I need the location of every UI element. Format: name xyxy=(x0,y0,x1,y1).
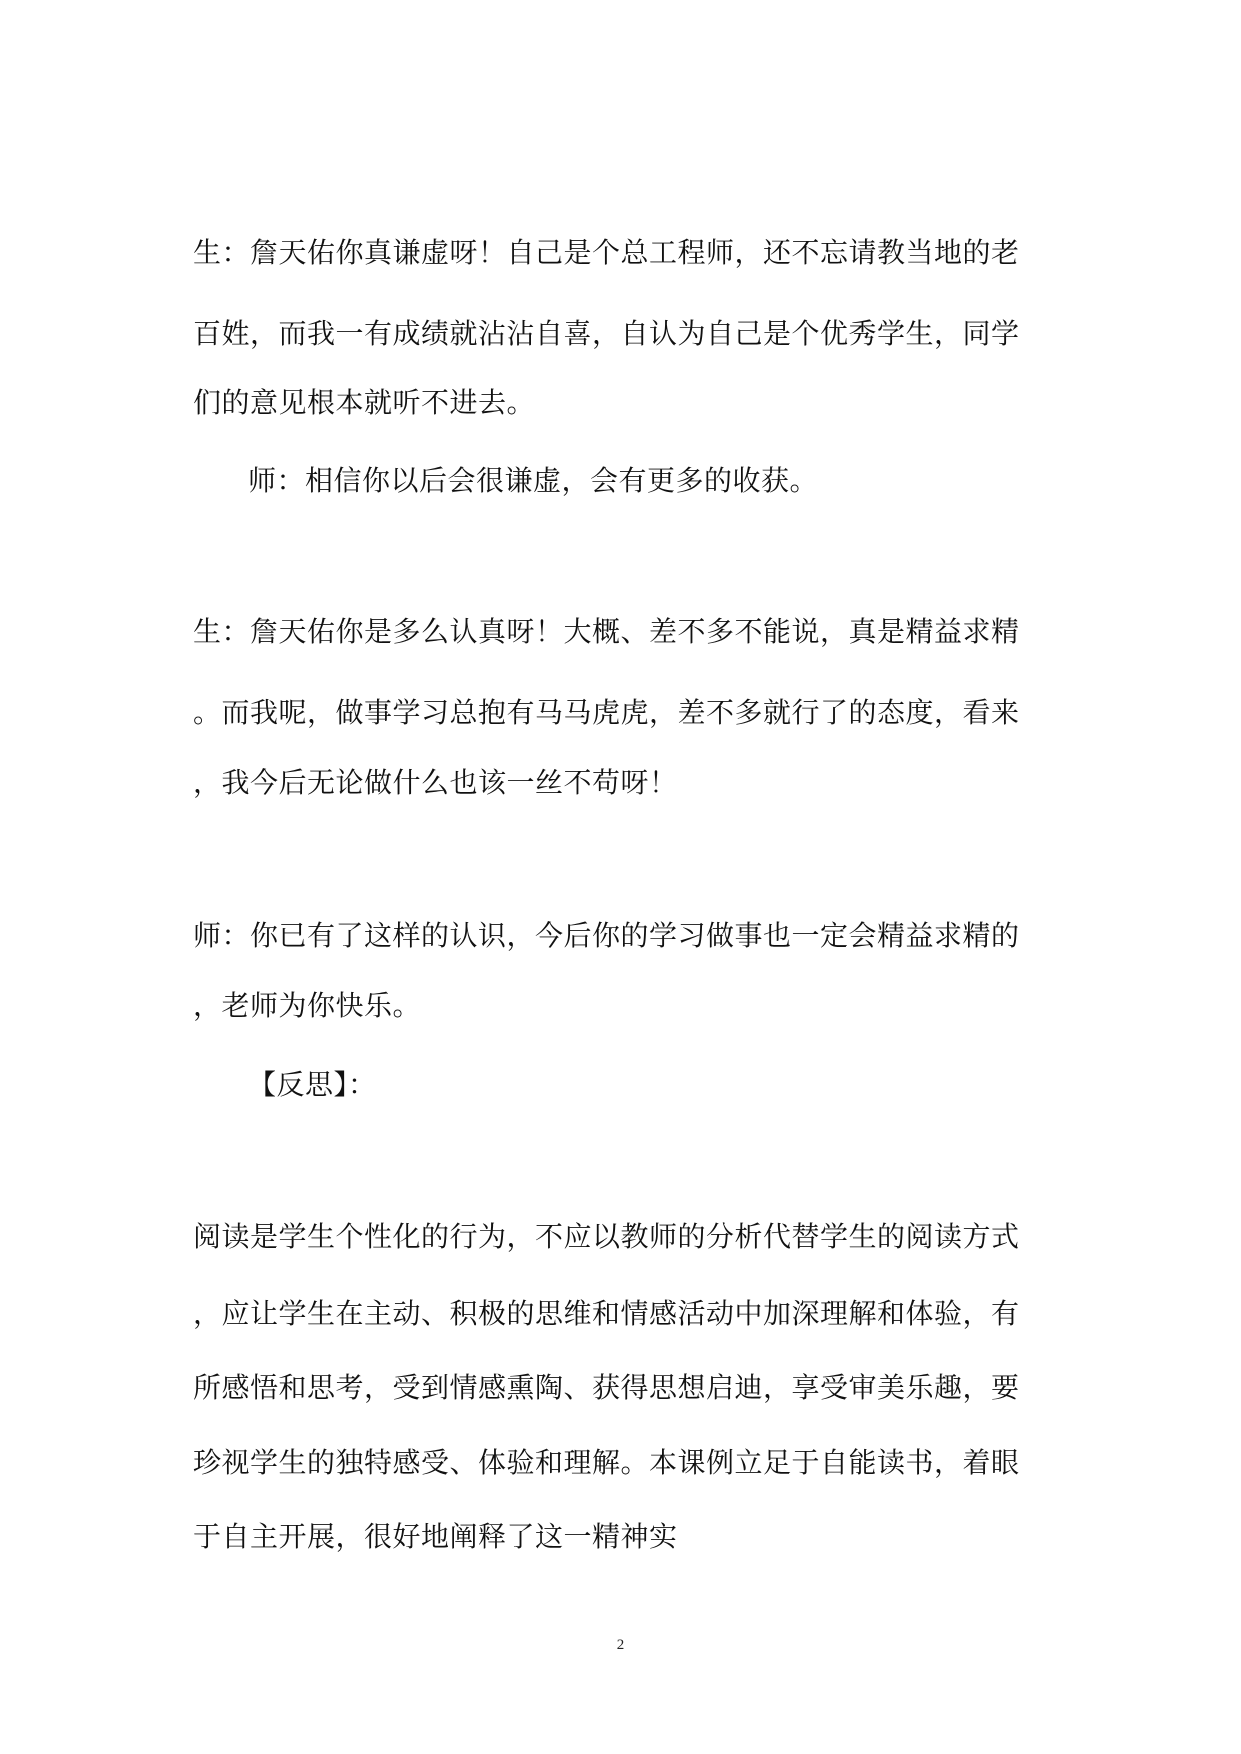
text-line: 于自主开展，很好地阐释了这一精神实 xyxy=(193,1520,678,1553)
text-line: ，老师为你快乐。 xyxy=(193,989,422,1022)
text-line: 师：你已有了这样的认识，今后你的学习做事也一定会精益求精的 xyxy=(193,919,1020,952)
text-line: 师：相信你以后会很谦虚，会有更多的收获。 xyxy=(248,464,819,497)
text-line: 。而我呢，做事学习总抱有马马虎虎，差不多就行了的态度，看来 xyxy=(193,696,1020,729)
text-line: 生：詹天佑你真谦虚呀！自己是个总工程师，还不忘请教当地的老 xyxy=(193,236,1020,269)
text-line: 阅读是学生个性化的行为，不应以教师的分析代替学生的阅读方式 xyxy=(193,1220,1020,1253)
section-heading: 【反思】： xyxy=(248,1068,377,1101)
text-line: 生：詹天佑你是多么认真呀！大概、差不多不能说，真是精益求精 xyxy=(193,615,1020,648)
text-line: ，我今后无论做什么也该一丝不苟呀！ xyxy=(193,766,678,799)
text-line: 百姓，而我一有成绩就沾沾自喜，自认为自己是个优秀学生，同学 xyxy=(193,317,1020,350)
text-line: 珍视学生的独特感受、体验和理解。本课例立足于自能读书，着眼 xyxy=(193,1446,1020,1479)
text-line: 所感悟和思考，受到情感熏陶、获得思想启迪，享受审美乐趣，要 xyxy=(193,1371,1020,1404)
text-line: ，应让学生在主动、积极的思维和情感活动中加深理解和体验，有 xyxy=(193,1297,1020,1330)
page-number: 2 xyxy=(616,1637,625,1653)
text-line: 们的意见根本就听不进去。 xyxy=(193,386,536,419)
